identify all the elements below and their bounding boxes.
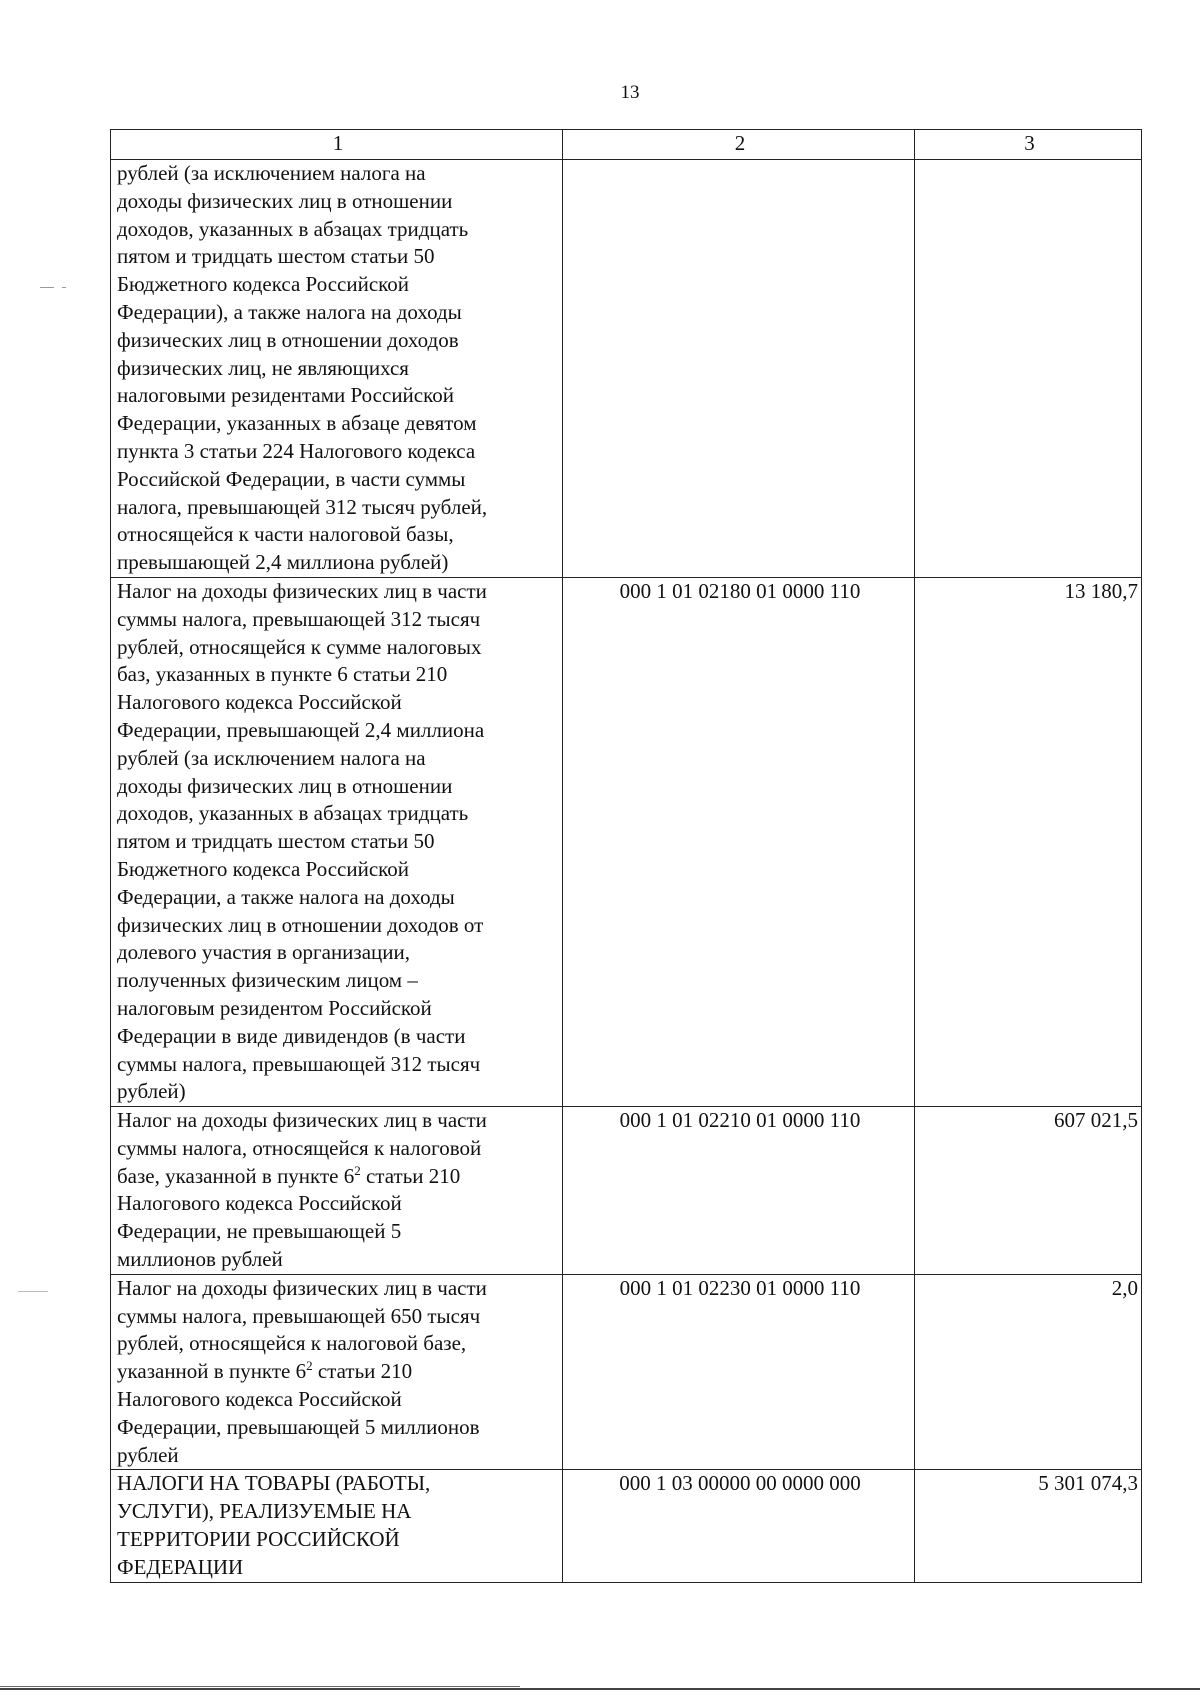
row-name-line: Налог на доходы физических лиц в части bbox=[117, 1108, 487, 1133]
row-name-line: Налог на доходы физических лиц в части bbox=[117, 578, 487, 603]
row-name-line: Федерации, превышающей 5 миллионов bbox=[117, 1414, 480, 1439]
row-name-line: пятом и тридцать шестом статьи 50 bbox=[117, 244, 435, 269]
row-name-line: суммы налога, превышающей 312 тысяч bbox=[117, 606, 481, 631]
row-name-line: налоговым резидентом Российской bbox=[117, 995, 432, 1020]
row-code-cell: 000 1 01 02180 01 0000 110 bbox=[563, 577, 915, 1106]
row-name-line: пункта 3 статьи 224 Налогового кодекса bbox=[117, 438, 476, 463]
row-name-line-superscript bbox=[117, 1358, 559, 1386]
row-code-cell bbox=[563, 160, 915, 578]
row-name-line: рублей, относящейся к налоговой базе, bbox=[117, 1331, 467, 1356]
row-name-cell bbox=[111, 577, 563, 1106]
scan-speck bbox=[62, 287, 66, 288]
row-name-line: Федерации, превышающей 2,4 миллиона bbox=[117, 717, 485, 742]
row-name-line: Федерации в виде дивидендов (в части bbox=[117, 1023, 466, 1048]
row-name-cell bbox=[111, 1107, 563, 1275]
row-amount-cell bbox=[915, 160, 1142, 578]
row-name-line: суммы налога, относящейся к налоговой bbox=[117, 1135, 482, 1160]
row-name-line: доходов, указанных в абзацах тридцать bbox=[117, 216, 469, 241]
scan-speck bbox=[40, 287, 54, 288]
row-code-cell: 000 1 01 02210 01 0000 110 bbox=[563, 1107, 915, 1275]
row-name-line: доходы физических лиц в отношении bbox=[117, 188, 453, 213]
table-row bbox=[111, 577, 1142, 1106]
row-amount-cell: 2,0 bbox=[915, 1274, 1142, 1470]
row-name-line: ФЕДЕРАЦИИ bbox=[117, 1554, 244, 1579]
superscript-index: 2 bbox=[354, 1162, 361, 1178]
row-name-line: физических лиц, не являющихся bbox=[117, 355, 409, 380]
row-name-line: Федерации, а также налога на доходы bbox=[117, 884, 455, 909]
row-name-line: рублей bbox=[117, 1442, 179, 1467]
row-name-line: рублей, относящейся к сумме налоговых bbox=[117, 634, 482, 659]
row-name-line: НАЛОГИ НА ТОВАРЫ (РАБОТЫ, bbox=[117, 1471, 431, 1496]
row-name-line: баз, указанных в пункте 6 статьи 210 bbox=[117, 662, 448, 687]
row-name-line: пятом и тридцать шестом статьи 50 bbox=[117, 829, 435, 854]
row-name-line: рублей) bbox=[117, 1079, 186, 1104]
row-name-line: Налог на доходы физических лиц в части bbox=[117, 1275, 487, 1300]
table-row bbox=[111, 1107, 1142, 1275]
row-amount-cell: 5 301 074,3 bbox=[915, 1470, 1142, 1582]
header-col-2: 2 bbox=[563, 130, 915, 160]
row-name-text: указанной в пункте 6 bbox=[117, 1359, 307, 1384]
row-name-line: рублей (за исключением налога на bbox=[117, 745, 426, 770]
row-name-line: Федерации, указанных в абзаце девятом bbox=[117, 411, 477, 436]
row-name-cell bbox=[111, 1470, 563, 1582]
row-name-line: налоговыми резидентами Российской bbox=[117, 383, 454, 408]
row-name-line: относящейся к части налоговой базы, bbox=[117, 522, 454, 547]
row-name-line: миллионов рублей bbox=[117, 1247, 283, 1272]
table-row bbox=[111, 1470, 1142, 1582]
row-name-line: Налогового кодекса Российской bbox=[117, 1191, 402, 1216]
row-code-cell: 000 1 01 02230 01 0000 110 bbox=[563, 1274, 915, 1470]
row-name-cell bbox=[111, 160, 563, 578]
row-name-line: превышающей 2,4 миллиона рублей) bbox=[117, 550, 449, 575]
row-name-cell bbox=[111, 1274, 563, 1470]
row-name-line: долевого участия в организации, bbox=[117, 940, 411, 965]
footer-rule bbox=[0, 1688, 1200, 1690]
scan-speck bbox=[18, 1291, 48, 1292]
row-code-cell: 000 1 03 00000 00 0000 000 bbox=[563, 1470, 915, 1582]
row-name-line: суммы налога, превышающей 312 тысяч bbox=[117, 1051, 481, 1076]
table-row bbox=[111, 1274, 1142, 1470]
row-name-line: УСЛУГИ), РЕАЛИЗУЕМЫЕ НА bbox=[117, 1499, 412, 1524]
row-name-line: налога, превышающей 312 тысяч рублей, bbox=[117, 494, 488, 519]
row-name-line: полученных физическим лицом – bbox=[117, 968, 418, 993]
row-name-text: базе, указанной в пункте 6 bbox=[117, 1163, 355, 1188]
row-name-line: рублей (за исключением налога на bbox=[117, 161, 426, 185]
row-name-line: физических лиц в отношении доходов от bbox=[117, 912, 484, 937]
page-number: 13 bbox=[620, 82, 640, 103]
superscript-index: 2 bbox=[306, 1358, 313, 1374]
footer-rule bbox=[0, 1686, 520, 1687]
row-amount-cell: 607 021,5 bbox=[915, 1107, 1142, 1275]
row-name-line: суммы налога, превышающей 650 тысяч bbox=[117, 1303, 481, 1328]
row-name-line-superscript bbox=[117, 1163, 559, 1191]
row-name-text: статьи 210 bbox=[360, 1163, 461, 1188]
row-name-line: Российской Федерации, в части суммы bbox=[117, 466, 466, 491]
row-name-line: доходы физических лиц в отношении bbox=[117, 773, 453, 798]
table-header-row bbox=[111, 130, 1142, 160]
table-row bbox=[111, 160, 1142, 578]
row-name-line: Бюджетного кодекса Российской bbox=[117, 272, 410, 297]
row-name-line: Налогового кодекса Российской bbox=[117, 1387, 402, 1412]
row-amount-cell: 13 180,7 bbox=[915, 577, 1142, 1106]
row-name-line: доходов, указанных в абзацах тридцать bbox=[117, 801, 469, 826]
row-name-line: ТЕРРИТОРИИ РОССИЙСКОЙ bbox=[117, 1527, 400, 1552]
row-name-line: Федерации), а также налога на доходы bbox=[117, 299, 462, 324]
row-name-line: Налогового кодекса Российской bbox=[117, 690, 402, 715]
header-col-1: 1 bbox=[111, 130, 563, 160]
header-col-3: 3 bbox=[915, 130, 1142, 160]
row-name-text: статьи 210 bbox=[312, 1359, 413, 1384]
row-name-line: Бюджетного кодекса Российской bbox=[117, 856, 410, 881]
revenue-table bbox=[110, 129, 1142, 1583]
row-name-line: физических лиц в отношении доходов bbox=[117, 327, 459, 352]
row-name-line: Федерации, не превышающей 5 bbox=[117, 1219, 402, 1244]
